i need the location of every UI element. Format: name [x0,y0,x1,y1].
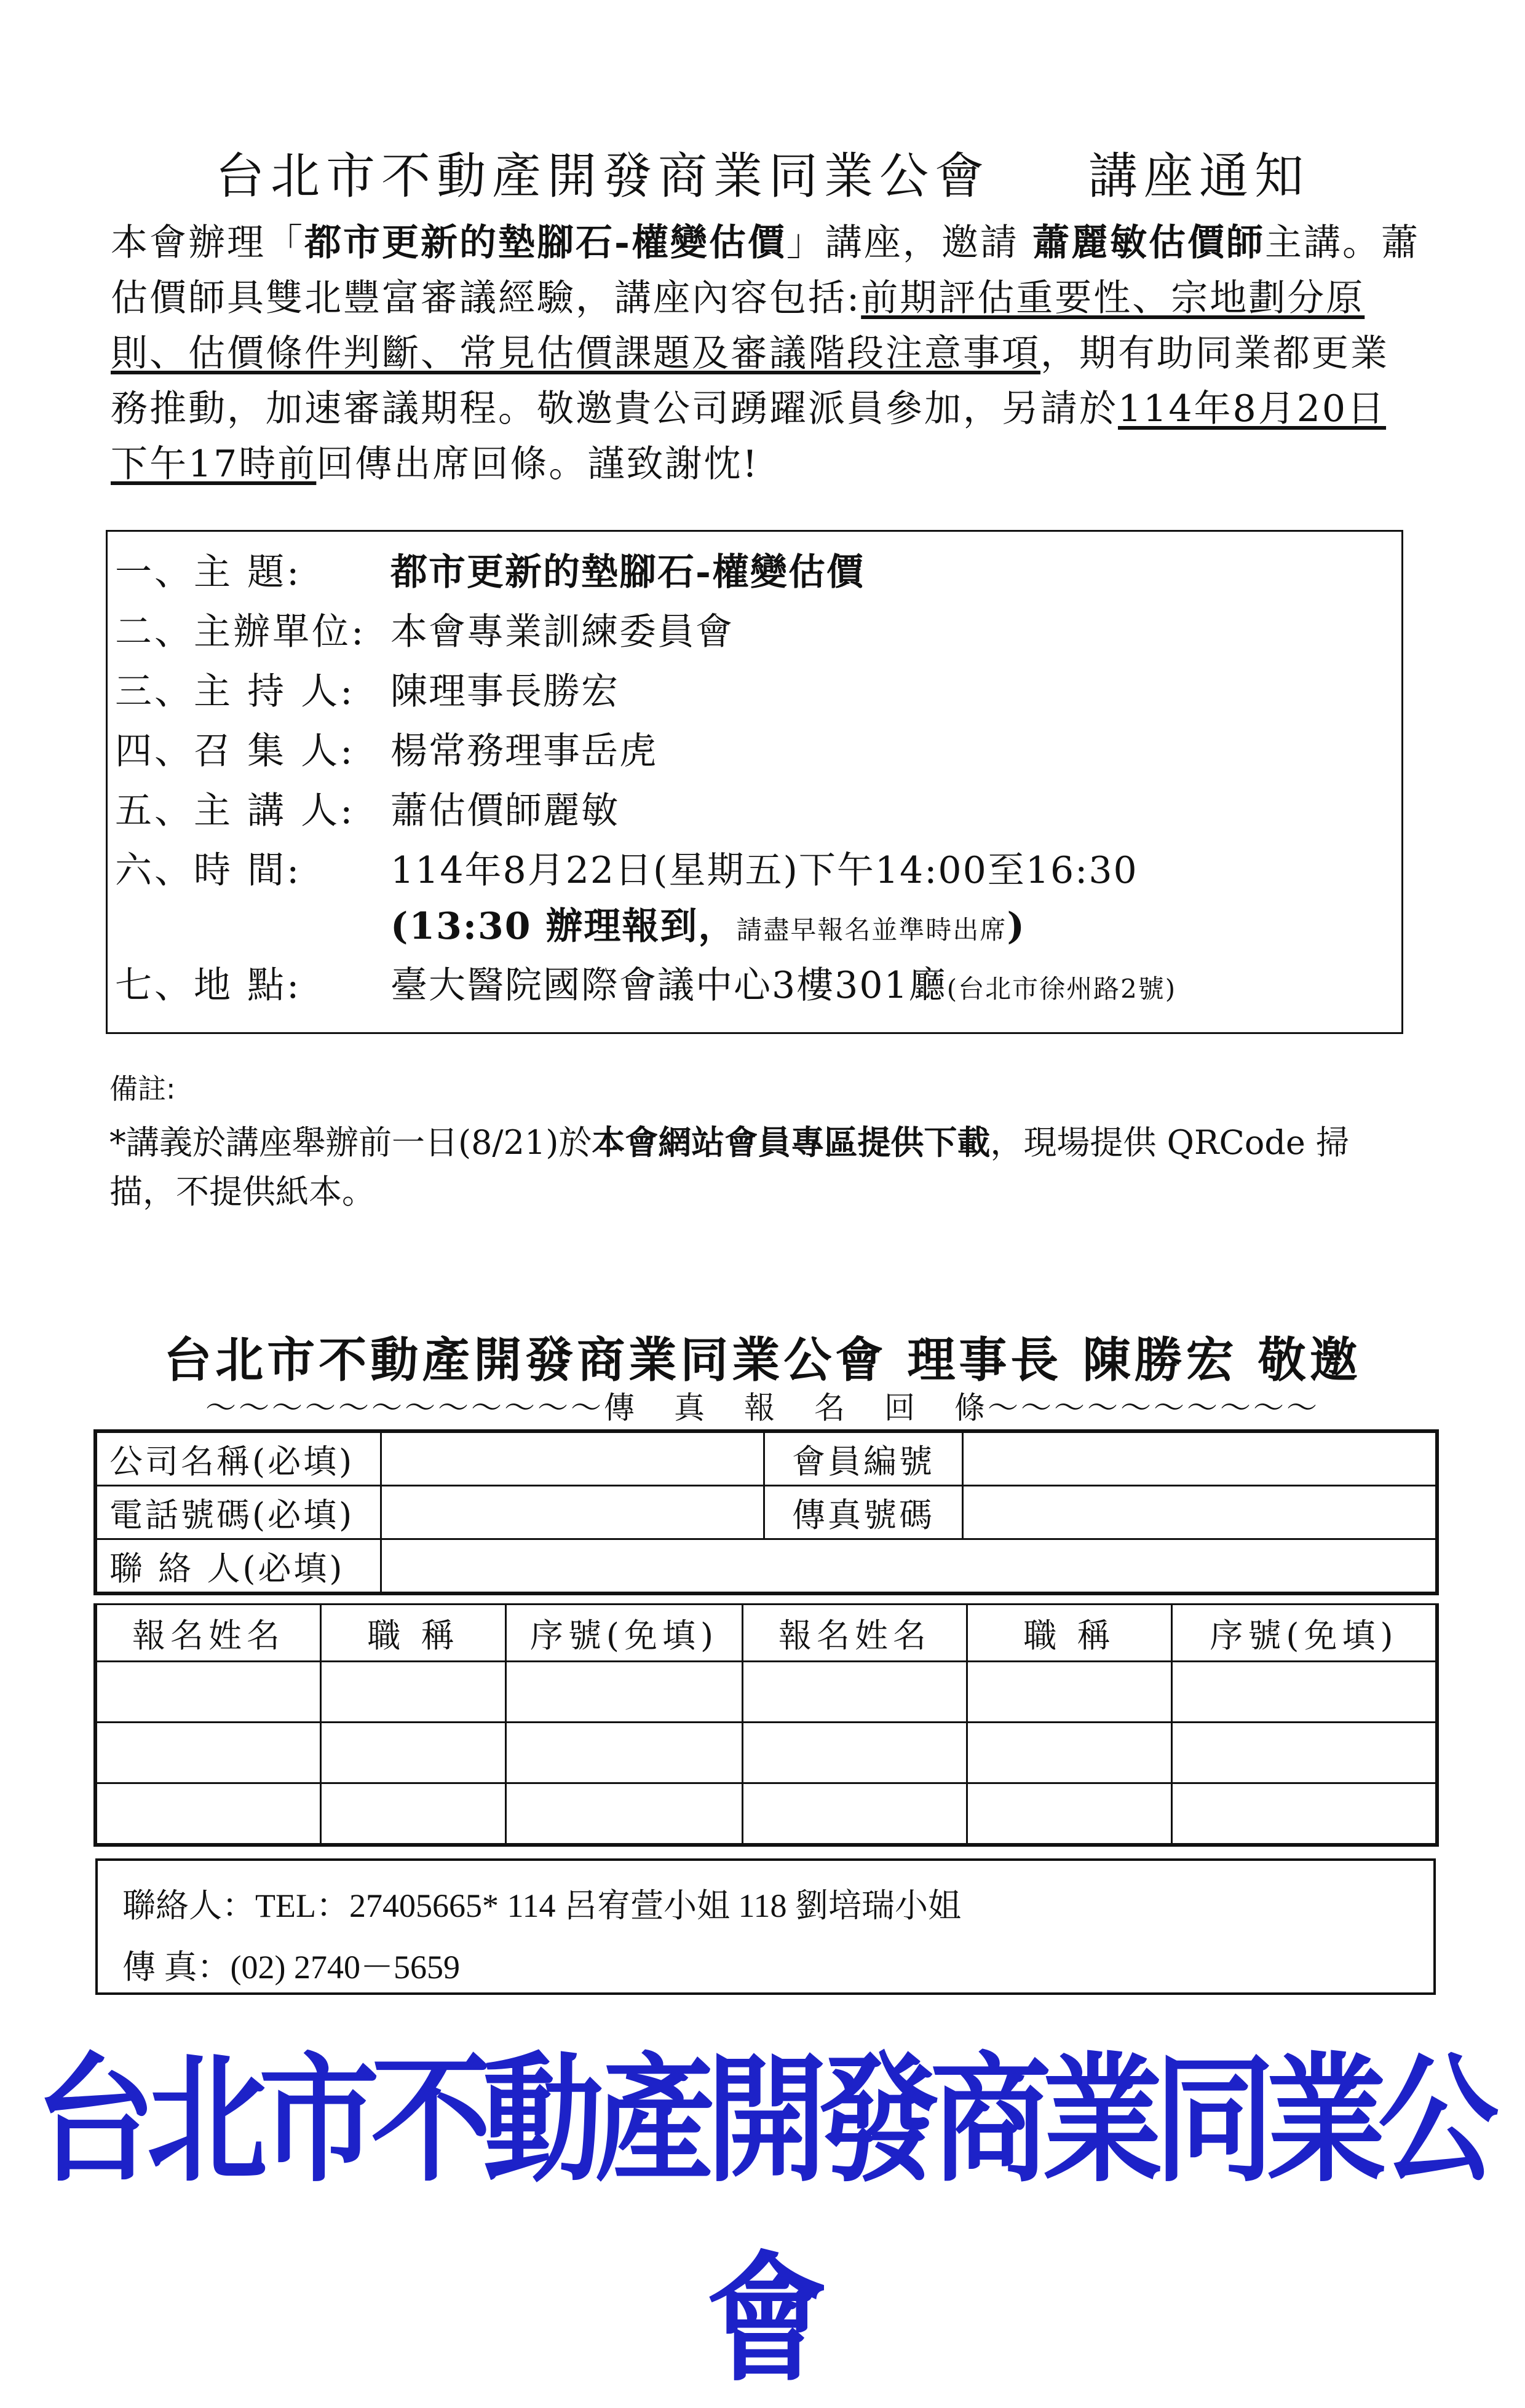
info-organizer-row [115,602,734,655]
fax-heading-char: 名 [814,1390,847,1426]
info-organizer-label: 二、主辦單位: [115,610,366,653]
serial-cell[interactable] [1172,1662,1438,1723]
fax-heading-char: 報 [744,1390,777,1426]
fax-heading-char: 回 [884,1390,917,1426]
info-time-value: 114年8月22日(星期五)下午14:00至16:30 [390,849,1138,892]
title-cell[interactable] [321,1783,506,1845]
info-time-label: 六、時 間: [115,849,302,892]
info-time-row [115,841,1138,894]
wave-right: ～～～～～～～～～～ [988,1390,1320,1426]
intro-topic: 都市更新的墊腳石-權變估價 [304,221,786,264]
table-header-row [95,1605,1437,1662]
fax-no-field[interactable] [963,1486,1438,1539]
info-speaker-value: 蕭估價師麗敏 [390,789,619,832]
remarks-text-1: *講義於講座舉辦前一日(8/21)於 [109,1123,592,1162]
contact-person-field[interactable] [381,1539,1438,1594]
table-row [95,1723,1437,1783]
company-name-label: 公司名稱(必填) [95,1431,381,1486]
company-name-field[interactable] [381,1431,764,1486]
contact-person-label: 聯 絡 人(必填) [95,1539,381,1594]
info-convener-value: 楊常務理事岳虎 [390,730,657,773]
company-info-form [93,1429,1439,1595]
name-cell[interactable] [743,1723,967,1783]
association-stamp: 台北市不動產開發商業同業公會 [34,2040,1490,2401]
info-host-label: 三、主 持 人: [115,670,355,713]
fax-heading-char: 真 [674,1390,707,1426]
col-header: 序號(免填) [506,1605,743,1662]
serial-cell[interactable] [1172,1723,1438,1783]
serial-cell[interactable] [1172,1783,1438,1845]
intro-text-1: 本會辦理「 [111,221,304,264]
title-cell[interactable] [967,1783,1172,1845]
intro-paragraph [111,215,1420,492]
title-cell[interactable] [967,1723,1172,1783]
fax-no-label: 傳真號碼 [764,1486,963,1539]
name-cell[interactable] [95,1783,321,1845]
serial-cell[interactable] [506,1662,743,1723]
info-convener-label: 四、召 集 人: [115,730,355,773]
intro-speaker: 蕭麗敏估價師 [1032,221,1265,264]
info-venue-value: 臺大醫院國際會議中心3樓301廳 [390,964,947,1007]
intro-text-2: 」講座，邀請 [786,221,1032,264]
phone-field[interactable] [381,1486,764,1539]
info-convener-row [115,722,657,775]
remarks-download-note: 本會網站會員專區提供下載 [592,1123,991,1162]
col-header: 報名姓名 [95,1605,321,1662]
name-cell[interactable] [743,1783,967,1845]
event-info-box [106,530,1403,1034]
info-speaker-label: 五、主 講 人: [115,789,355,832]
info-topic-row [115,543,865,596]
info-venue-address: (台北市徐州路2號) [946,974,1177,1004]
col-header: 職 稱 [321,1605,506,1662]
intro-deadline: 114年8月20日下午17時前 [111,387,1387,486]
info-host-value: 陳理事長勝宏 [390,670,619,713]
name-cell[interactable] [743,1662,967,1723]
wave-left: ～～～～～～～～～～～～ [205,1390,604,1426]
phone-label: 電話號碼(必填) [95,1486,381,1539]
title-cell[interactable] [321,1662,506,1723]
serial-cell[interactable] [506,1783,743,1845]
info-host-row [115,662,619,715]
registrant-table [93,1603,1439,1847]
name-cell[interactable] [95,1662,321,1723]
doc-type: 講座通知 [1088,148,1310,205]
info-speaker-row [115,781,619,834]
contact-fax-line: 傳 真：(02) 2740－5659 [122,1949,460,1986]
info-checkin-text: (13:30 辦理報到， [390,905,737,948]
page-title [0,136,1525,207]
intro-content: 前期評估重要性、宗地劃分原則、估價條件判斷、常見估價課題及審議階段注意事項 [111,277,1365,375]
remarks-text [109,1118,1407,1217]
contact-box [95,1858,1436,1995]
title-cell[interactable] [967,1662,1172,1723]
member-no-field[interactable] [963,1431,1438,1486]
info-checkin-note: 請盡早報名並準時出席 [736,915,1007,945]
col-header: 報名姓名 [743,1605,967,1662]
info-organizer-value: 本會專業訓練委員會 [390,610,734,653]
contact-tel-line: 聯絡人：TEL：27405665* 114 呂宥萱小姐 118 劉培瑞小姐 [122,1887,961,1924]
col-header: 職 稱 [967,1605,1172,1662]
intro-text-3: 主講。蕭估價師具雙北豐富審議經驗，講座內容包括: [111,221,1420,320]
info-topic-value: 都市更新的墊腳石-權變估價 [390,551,865,594]
fax-heading-char: 條 [954,1390,988,1426]
info-venue-row [115,956,1176,1009]
table-row [95,1783,1437,1845]
member-no-label: 會員編號 [764,1431,963,1486]
col-header: 序號(免填) [1172,1605,1438,1662]
name-cell[interactable] [95,1723,321,1783]
table-row [95,1662,1437,1723]
intro-text-5: 回傳出席回條。謹致謝忱! [316,443,759,486]
intro-text-4: ，期有助同業都更業務推動，加速審議期程。敬邀貴公司踴躍派員參加，另請於 [111,332,1389,430]
title-cell[interactable] [321,1723,506,1783]
info-venue-label: 七、地 點: [115,964,302,1007]
fax-form-heading [92,1383,1433,1427]
info-topic-label: 一、主 題: [115,551,302,594]
serial-cell[interactable] [506,1723,743,1783]
fax-heading-char: 傳 [604,1390,637,1426]
info-checkin-row [390,897,1026,950]
org-name: 台北市不動產開發商業同業公會 [215,148,990,205]
signoff: 台北市不動產開發商業同業公會 理事長 陳勝宏 敬邀 [164,1333,1361,1388]
info-checkin-end: ) [1007,905,1026,948]
remarks-text-3: ，現場提供 QRCode 掃描，不提供紙本。 [109,1123,1350,1211]
remarks-title: 備註: [109,1072,176,1105]
